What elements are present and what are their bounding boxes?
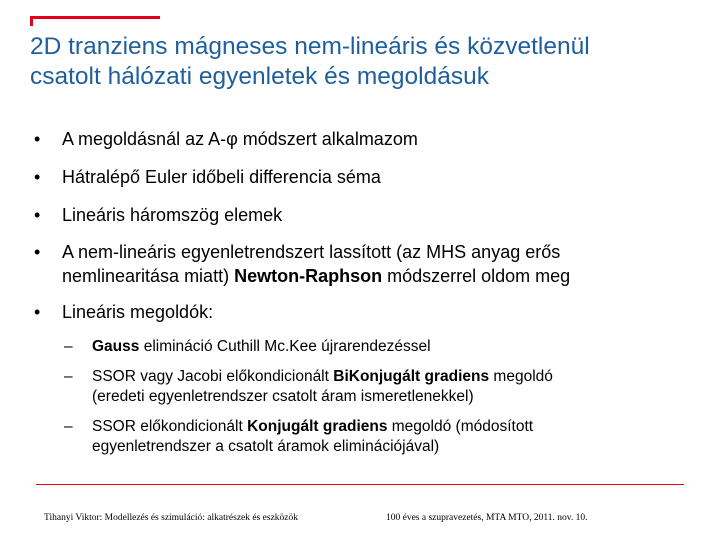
bullet-text: A megoldásnál az A-φ módszert alkalmazom	[62, 129, 418, 149]
slide-title	[30, 32, 710, 92]
sub-bullet-marker: –	[64, 368, 73, 385]
sub-bullet-text	[92, 367, 682, 407]
title-line-1: 2D tranziens mágneses nem-lineáris és közvetlenül	[30, 33, 590, 60]
sub-bullet-text-line-2: (eredeti egyenletrendszer csatolt áram ismeretlenekkel)	[92, 388, 474, 405]
bullet-text: Hátralépő Euler időbeli differencia séma	[62, 167, 381, 187]
bullet-text-line-2-end: módszerrel oldom meg	[382, 266, 571, 286]
bullet-text-line-1: A nem-lineáris egyenletrendszert lassított (az MHS anyag erős	[62, 242, 561, 262]
sub-bullet-text-start: SSOR vagy Jacobi előkondicionált	[92, 368, 334, 385]
sub-bullet-text-line-2: egyenletrendszer a csatolt áramok eliminációjával)	[92, 438, 440, 455]
sub-bullet-text	[92, 337, 682, 357]
sub-bullet-emphasis: Gauss	[92, 338, 140, 355]
bullet-emphasis: Newton-Raphson	[234, 266, 383, 286]
sub-bullet-emphasis: Konjugált gradiens	[247, 418, 388, 435]
sub-bullet-text-end: megoldó (módosított	[387, 418, 534, 435]
bullet-marker: •	[34, 242, 41, 262]
sub-bullet-text	[92, 417, 682, 457]
bullet-text: Lineáris háromszög elemek	[62, 205, 283, 225]
sub-bullet-marker: –	[64, 418, 73, 435]
bullet-marker: •	[34, 205, 41, 225]
title-accent-line	[30, 16, 160, 19]
sub-bullet-text-end: megoldó	[489, 368, 553, 385]
bullet-marker: •	[34, 129, 41, 149]
sub-bullet-text-start: SSOR előkondicionált	[92, 418, 248, 435]
bullet-marker: •	[34, 167, 41, 187]
sub-bullet-marker: –	[64, 338, 73, 355]
bullet-marker: •	[34, 302, 41, 322]
bullet-text	[62, 240, 712, 288]
title-accent-tick	[30, 16, 33, 26]
footer-divider	[36, 484, 684, 485]
bullet-text-line-2-start: nemlinearitása miatt)	[62, 266, 235, 286]
title-line-2: csatolt hálózati egyenletek és megoldásuk	[30, 63, 489, 90]
footer-right: 100 éves a szupravezetés, MTA MTO, 2011. nov. 10.	[386, 513, 588, 523]
sub-bullet-text-end: elimináció Cuthill Mc.Kee újrarendezéssel	[139, 338, 431, 355]
sub-bullet-emphasis: BiKonjugált gradiens	[333, 368, 490, 385]
bullet-text: Lineáris megoldók:	[62, 302, 214, 322]
footer-left: Tihanyi Viktor: Modellezés és szimuláció: alkatrészek és eszközök	[44, 513, 299, 523]
